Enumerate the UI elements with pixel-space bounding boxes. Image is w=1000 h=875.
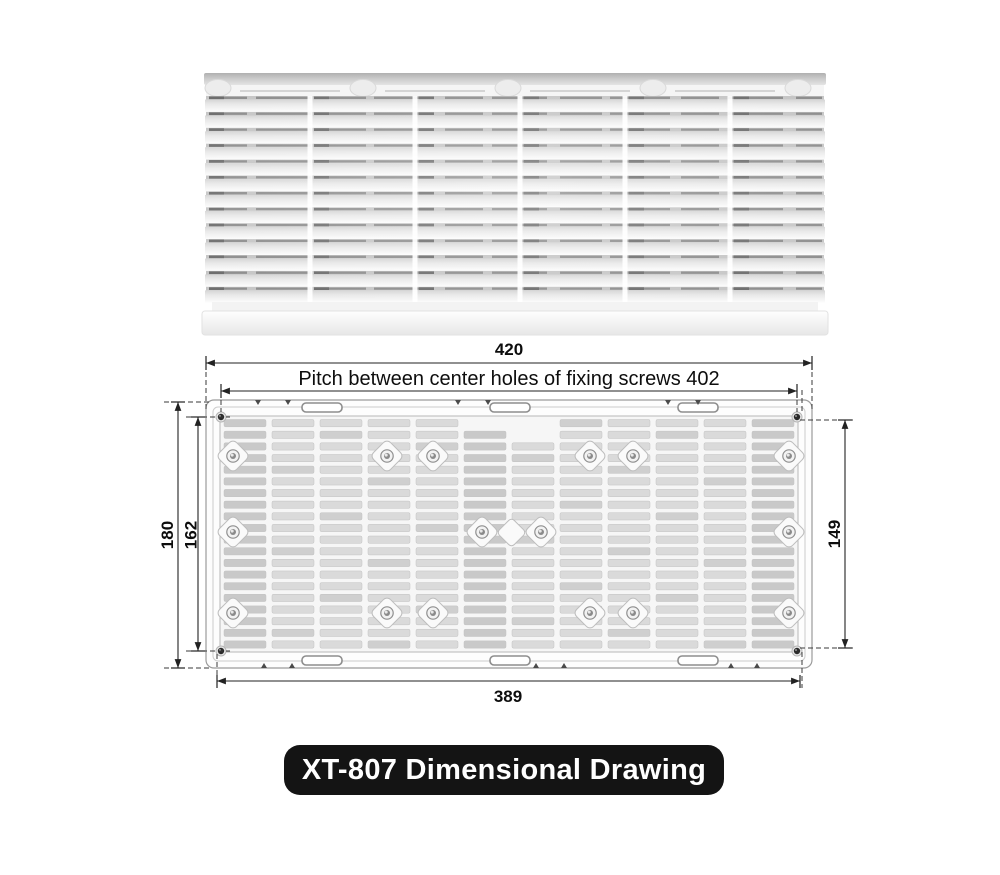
grille-base xyxy=(202,311,828,335)
dim-420-label: 420 xyxy=(494,340,524,359)
dim-389-label: 389 xyxy=(493,687,523,706)
dim-162-label: 162 xyxy=(181,520,201,550)
grille-louvers xyxy=(205,96,825,303)
rear-view-part xyxy=(206,400,812,668)
product-photo xyxy=(202,73,828,335)
dim-180-label: 180 xyxy=(158,520,177,550)
drawing-title-badge xyxy=(284,745,724,795)
dimensional-drawing xyxy=(158,340,856,706)
dim-149-label: 149 xyxy=(825,519,844,549)
drawing-title: XT-807 Dimensional Drawing xyxy=(301,753,707,786)
dim-402-label: Pitch between center holes of fixing screws 402 xyxy=(298,368,720,390)
